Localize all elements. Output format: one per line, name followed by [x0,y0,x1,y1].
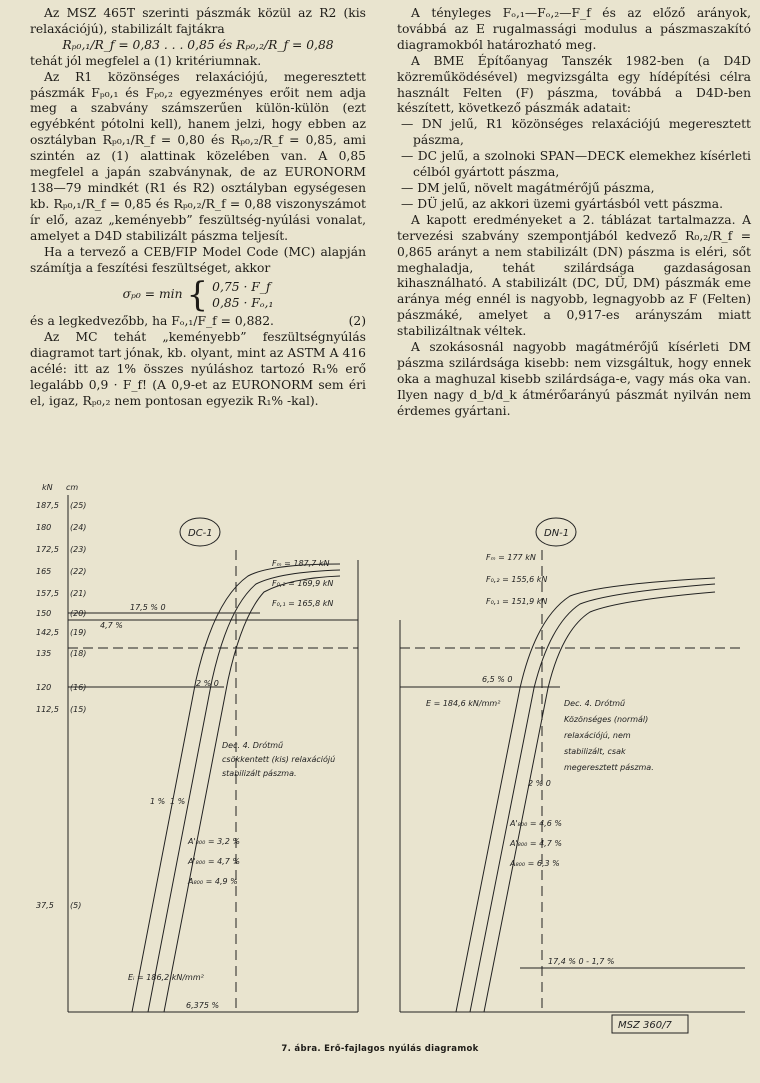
formula-brace: { [186,275,209,316]
series-line [484,592,715,1012]
list-item: — DN jelű, R1 közönséges relaxációjú megeresztett pászma, [401,117,751,148]
axis-unit-cm: cm [66,483,79,492]
formula-bottom: 0,85 · Fₒ,₁ [212,296,274,311]
y-tick: 37,5 [36,901,54,910]
y-tick-secondary: (16) [70,683,87,692]
paragraph: Az MSZ 465T szerinti pászmák közül az R2 (kis relaxációjú), stabilizált fajtákra [30,6,366,36]
paragraph: Az MC tehát „keményebb” feszültségnyúlás diagramot tart jónak, kb. olyant, mint az ASTM A 416 acélé: itt az 1% összes nyúláshoz tartozó R₁% erő legalább 0,9 · F_f! (A 0,9-et az EURONORM sem éri el, igaz, Rₚ₀,₂ nem pontosan egyezik R₁% -kal). [30,330,366,408]
y-tick: 180 [36,523,52,532]
annotation-note: megeresztett pászma. [564,763,654,772]
y-tick: 165 [36,567,52,576]
annotation: 6,5 % 0 [482,675,513,684]
force-strain-figure [0,480,760,1040]
annotation: A'₈₀₀ = 4,7 % [188,857,240,866]
paragraph: és a legkedvezőbb, ha Fₒ,₁/F_f = 0,882. [30,314,274,329]
legend-entry: F₀,₂ = 169,9 kN [272,579,334,588]
legend-entry: F₀,₂ = 155,6 kN [486,575,548,584]
annotation-note: Dec. 4. Drótmű [222,741,284,750]
legend-entry: Fₘ = 187,7 kN [272,559,330,568]
y-tick-secondary: (20) [70,609,87,618]
y-tick-secondary: (18) [70,649,87,658]
annotation-note: stabilizált, csak [564,747,626,756]
y-tick: 157,5 [36,589,59,598]
formula-cases [212,279,273,311]
list-item: — DC jelű, a szolnoki SPAN—DECK elemekhez kísérleti célból gyártott pászma, [401,149,751,180]
annotation: 2 % 0 [528,779,551,788]
annotation-note: stabilizált pászma. [222,769,297,778]
y-ticks-left [36,501,86,910]
y-tick-secondary: (25) [70,501,87,510]
paragraph: tehát jól megfelel a (1) kritériumnak. [30,53,262,68]
annotation-note: relaxációjú, nem [564,731,631,740]
annotation: 1 % [150,797,166,806]
y-tick: 120 [36,683,52,692]
formula-lhs: σₚ₀ = min [122,287,183,302]
stamp-text: MSZ 360/7 [618,1020,672,1031]
text-column-left [30,6,366,410]
y-tick: 112,5 [36,705,59,714]
y-tick: 135 [36,649,52,658]
series-line [456,578,715,1012]
annotation: 17,5 % 0 [130,603,166,612]
annotation: 4,7 % [100,621,123,630]
y-tick-secondary: (21) [70,589,87,598]
y-tick-secondary: (5) [70,901,82,910]
y-tick-secondary: (24) [70,523,87,532]
paragraph: A BME Építőanyag Tanszék 1982-ben (a D4D közreműködésével) megvizsgálta egy hídépítési célra használt Felten (F) pászma, továbbá a D4D-ben készített, következő pászmák adatait: [397,53,751,116]
chart-title: DC-1 [188,528,213,539]
annotation: A₈₀₀ = 6,3 % [510,859,560,868]
legend-entry: F₀,₁ = 151,9 kN [486,597,548,606]
annotation: E = 184,6 kN/mm² [426,699,501,708]
list-item: — DÜ jelű, az akkori üzemi gyártásból vett pászma. [401,196,723,211]
text-column-right [397,6,751,420]
equation-line [30,314,366,330]
paragraph: A tényleges Fₒ,₁—Fₒ,₂—F_f és az előző arányok, továbbá az E rugalmassági modulus a pászmaszakító diagramokból határozható meg. [397,6,751,52]
annotation-note: Közönséges (normál) [564,715,649,724]
paragraph: A szokásosnál nagyobb magátmérőjű kísérleti DM pászma szilárdsága kisebb: nem vizsgáltuk, hogy ennek oka a maghuzal kisebb szilárdsága-e, vagy más oka van. Ilyen nagy d_b/d_k átmérőarányú pászmát nyilván nem érdemes gyártani. [397,340,751,418]
paragraph: Ha a tervező a CEB/FIP Model Code (MC) alapján számítja a feszítési feszültséget, akkor [30,244,366,275]
annotation: A'₈₀₀ = 4,7 % [510,839,562,848]
annotation: 2 % 0 [196,679,219,688]
annotation: 17,4 % 0 - 1,7 % [548,957,615,966]
annotation-note: csökkentett (kis) relaxációjú [222,755,336,764]
y-tick-secondary: (15) [70,705,87,714]
annotation-note: Dec. 4. Drótmű [564,699,626,708]
y-tick: 187,5 [36,501,59,510]
equation: Rₚ₀,₁/R_f = 0,83 . . . 0,85 és Rₚ₀,₂/R_f = 0,88 [62,37,334,52]
list-item: — DM jelű, növelt magátmérőjű pászma, [401,180,655,195]
y-tick-secondary: (23) [70,545,87,554]
y-tick: 150 [36,609,52,618]
formula-top: 0,75 · F_f [212,280,271,295]
paragraph: Az R1 közönséges relaxációjú, megeresztett pászmák Fₚ₀,₁ és Fₚ₀,₂ egyezményes erőit nem adja meg a szabvány számszerűen külön-külön (ezt egyébként pótolni kell), hanem jelzi, hogy ebben az osztályban Rₚ₀,₁/R_f = 0,80 és Rₚ₀,₂/R_f = 0,85, ami szintén az (1) alattinak közelében van. A 0,85 megfelel a japán szabványnak, de az EURONORM 138—79 mindkét (R1 és R2) osztályban egységesen kb. Rₚ₀,₁/R_f = 0,85 és Rₚ₀,₂/R_f = 0,88 viszonyszámot ír elő, azaz „keményebb” feszültség-nyúlási vonalat, amelyet a D4D stabilizált pászma teljesít. [30,69,366,243]
y-tick: 142,5 [36,628,59,637]
axis-unit-kn: kN [42,483,53,492]
legend-entry: Fₘ = 177 kN [486,553,536,562]
y-tick: 172,5 [36,545,59,554]
y-tick-secondary: (22) [70,567,87,576]
formula-sigma [30,275,366,316]
legend-entry: F₀,₁ = 165,8 kN [272,599,334,608]
chart-title: DN-1 [544,528,570,539]
annotation: 6,375 % [186,1001,220,1010]
annotation: A₈₀₀ = 4,9 % [188,877,238,886]
equation-number: (2) [348,314,366,329]
annotation: Eᵢ = 186,2 kN/mm² [128,973,204,982]
annotation: A'₈₀₀ = 4,6 % [510,819,562,828]
y-tick-secondary: (19) [70,628,87,637]
paragraph: A kapott eredményeket a 2. táblázat tartalmazza. A tervezési szabvány szempontjából kedvező R₀,₂/R_f = 0,865 arányt a nem stabilizált (DN) pászma is eléri, sőt meghaladja, tehát szilárdsága gazdaságosan kihasználható. A stabilizált (DC, DÜ, DM) pászmák eme aránya még ennél is nagyobb, legnagyobb az F (Felten) pászmáké, amelyet a 0,917-es arányszám miatt stabilizáltnak véltek. [397,212,751,339]
figure-caption: 7. ábra. Erő-fajlagos nyúlás diagramok [281,1044,479,1054]
annotation: 1 % [170,797,186,806]
annotation: A'₈₀₀ = 3,2 % [188,837,240,846]
